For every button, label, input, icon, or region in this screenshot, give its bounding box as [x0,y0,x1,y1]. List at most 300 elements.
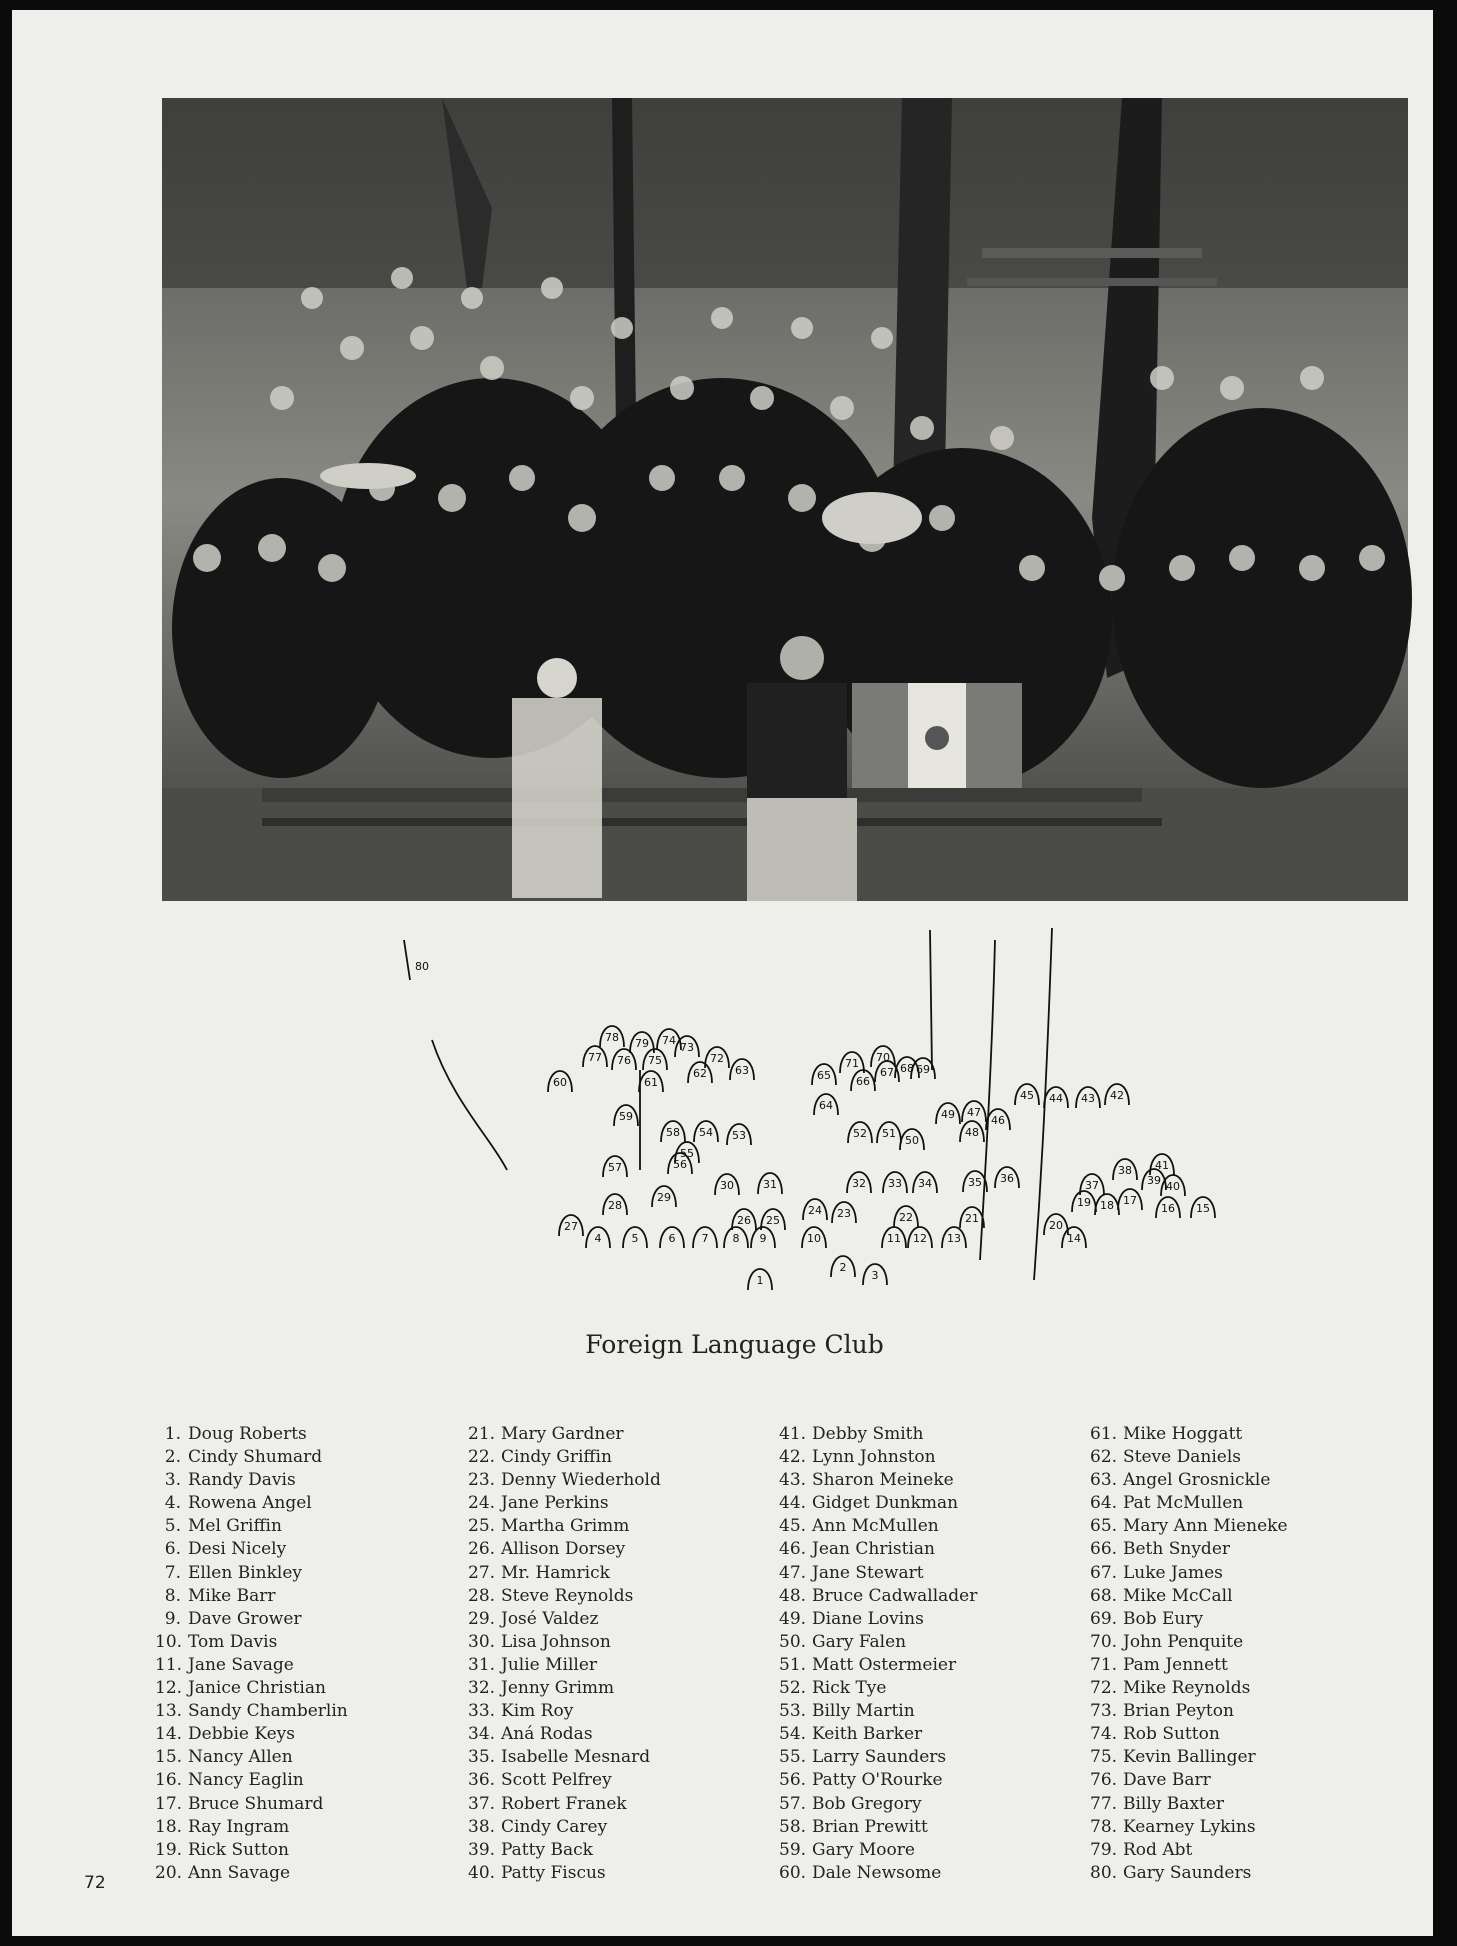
diagram-head [660,1227,684,1248]
member-number: 33. [468,1701,496,1722]
diagram-label: 24 [808,1204,822,1217]
member-name: Mel Griffin [188,1516,282,1537]
member-number: 2. [164,1447,181,1468]
member-number: 35. [468,1747,496,1768]
member-number: 3. [164,1470,181,1491]
diagram-label: 12 [913,1232,927,1245]
member-item [1090,1677,1288,1700]
member-name: Bob Eury [1123,1608,1204,1629]
diagram-label: 38 [1118,1164,1132,1177]
member-name: Billy Baxter [1123,1793,1225,1814]
member-name: Janice Christian [188,1678,326,1699]
member-number: 42. [779,1447,807,1468]
diagram-head [882,1227,906,1248]
member-number: 80. [1090,1862,1118,1883]
member-item [779,1631,977,1654]
diagram-label: 77 [588,1051,602,1064]
diagram-label: 33 [888,1177,902,1190]
member-number: 54. [779,1724,807,1745]
member-item [1090,1746,1288,1769]
member-item [468,1723,661,1746]
member-name: Patty Back [501,1839,593,1860]
member-name: Jenny Grimm [501,1678,615,1699]
member-number: 34. [468,1724,496,1745]
diagram-label: 37 [1085,1179,1099,1192]
diagram-label: 71 [845,1057,859,1070]
member-item [468,1631,661,1654]
member-item [468,1585,661,1608]
member-item [155,1515,348,1538]
member-name: Mary Gardner [501,1424,624,1444]
member-number: 6. [164,1539,181,1560]
group-photo [162,98,1408,901]
diagram-label: 68 [900,1062,914,1075]
diagram-head [1156,1197,1180,1218]
member-item [779,1793,977,1816]
member-number: 72. [1090,1678,1118,1699]
member-name: Sandy Chamberlin [188,1701,348,1722]
diagram-label: 54 [699,1126,713,1139]
member-name: Billy Martin [812,1701,915,1722]
member-name: Rowena Angel [188,1493,312,1514]
member-name: Ellen Binkley [188,1562,302,1583]
member-item [468,1538,661,1561]
diagram-label: 74 [662,1034,676,1047]
diagram-label: 63 [735,1064,749,1077]
member-name: John Penquite [1123,1631,1244,1652]
member-item [155,1700,348,1723]
member-name: Denny Wiederhold [501,1470,661,1491]
member-number: 67. [1090,1562,1118,1583]
diagram-head [730,1059,754,1080]
member-number: 19. [155,1839,183,1860]
member-item [779,1677,977,1700]
member-number: 21. [468,1424,496,1444]
member-number: 59. [779,1839,807,1860]
diagram-head [661,1121,685,1142]
diagram-label: 22 [899,1211,913,1224]
diagram-head [548,1071,572,1092]
member-number: 15. [155,1747,183,1768]
member-name: Desi Nicely [188,1539,287,1560]
diagram-label: 55 [680,1147,694,1160]
member-name: Patty Fiscus [501,1862,606,1883]
member-item [468,1700,661,1723]
member-number: 1. [164,1424,181,1444]
diagram-head [831,1256,855,1277]
diagram-head [724,1227,748,1248]
member-number: 28. [468,1585,496,1606]
member-number: 73. [1090,1701,1118,1722]
member-name: Isabelle Mesnard [501,1747,651,1768]
member-number: 75. [1090,1747,1118,1768]
diagram-label: 14 [1067,1232,1081,1245]
member-name: Cindy Carey [501,1816,608,1837]
member-item [468,1446,661,1469]
member-item [468,1469,661,1492]
member-item [155,1492,348,1515]
diagram-head [900,1129,924,1150]
member-name: Jane Stewart [812,1562,924,1583]
member-number: 36. [468,1770,496,1791]
diagram-label: 73 [680,1041,694,1054]
diagram-head [848,1122,872,1143]
member-item [779,1538,977,1561]
member-name: José Valdez [501,1608,599,1629]
member-name: Dave Grower [188,1608,302,1629]
diagram-label: 26 [737,1214,751,1227]
member-item [155,1654,348,1677]
member-number: 52. [779,1678,807,1699]
member-name: Steve Reynolds [501,1585,634,1606]
member-item [155,1469,348,1492]
diagram-label: 47 [967,1106,981,1119]
member-name: Larry Saunders [812,1747,947,1768]
diagram-label: 65 [817,1069,831,1082]
diagram-head [1076,1087,1100,1108]
member-item [155,1538,348,1561]
diagram-head [727,1124,751,1145]
member-item [779,1700,977,1723]
member-number: 61. [1090,1424,1118,1444]
member-number: 26. [468,1539,496,1560]
member-column-4 [1090,1423,1288,1885]
member-number: 24. [468,1493,496,1514]
diagram-head [960,1121,984,1142]
diagram-head [1044,1087,1068,1108]
member-item [155,1793,348,1816]
member-number: 55. [779,1747,807,1768]
member-name: Rick Tye [812,1678,887,1699]
diagram-head [883,1172,907,1193]
member-name: Bob Gregory [812,1793,922,1814]
diagram-head [1062,1227,1086,1248]
diagram-label: 78 [605,1031,619,1044]
page-title: Foreign Language Club [585,1330,884,1359]
member-number: 38. [468,1816,496,1837]
member-number: 60. [779,1862,807,1883]
diagram-label: 39 [1147,1174,1161,1187]
member-item [779,1746,977,1769]
diagram-head [851,1070,875,1091]
member-number: 62. [1090,1447,1118,1468]
diagram-label: 3 [871,1269,879,1282]
diagram-label: 76 [617,1054,631,1067]
diagram-label: 20 [1049,1219,1063,1232]
member-number: 4. [164,1493,181,1514]
diagram-heads [548,1026,1215,1290]
diagram-head [1113,1159,1137,1180]
member-item [1090,1700,1288,1723]
member-list [12,1423,1457,1883]
member-item [779,1769,977,1792]
member-name: Jean Christian [812,1539,935,1560]
diagram-label: 57 [608,1161,622,1174]
member-name: Debby Smith [812,1424,924,1444]
member-number: 8. [164,1585,181,1606]
member-name: Kearney Lykins [1123,1816,1256,1837]
member-item [779,1839,977,1862]
diagram-label: 32 [852,1177,866,1190]
member-name: Mary Ann Mieneke [1123,1516,1288,1537]
member-item [1090,1515,1288,1538]
member-number: 51. [779,1654,807,1675]
diagram-head [559,1215,583,1236]
diagram-label: 16 [1161,1202,1175,1215]
diagram-label: 8 [732,1232,740,1245]
member-name: Beth Snyder [1123,1539,1231,1560]
diagram-head [871,1046,895,1067]
member-name: Ann McMullen [812,1516,939,1537]
member-number: 68. [1090,1585,1118,1606]
member-name: Robert Franek [501,1793,627,1814]
member-item [1090,1769,1288,1792]
member-number: 45. [779,1516,807,1537]
member-item [155,1446,348,1469]
member-name: Gary Saunders [1123,1862,1252,1883]
member-number: 13. [155,1701,183,1722]
member-item [1090,1562,1288,1585]
member-number: 78. [1090,1816,1118,1837]
member-name: Jane Savage [188,1654,294,1675]
member-item [779,1446,977,1469]
diagram-label: 48 [965,1126,979,1139]
diagram-head [863,1264,887,1285]
diagram-head [612,1049,636,1070]
diagram-head [1191,1197,1215,1218]
member-number: 5. [164,1516,181,1537]
member-item [155,1723,348,1746]
page-number: 72 [84,1873,106,1893]
diagram-head [583,1046,607,1067]
diagram-label: 13 [947,1232,961,1245]
diagram-head [1072,1191,1096,1212]
member-column-2 [468,1423,661,1885]
diagram-label: 11 [887,1232,901,1245]
diagram-label: 67 [880,1066,894,1079]
member-name: Mike McCall [1123,1585,1233,1606]
member-number: 47. [779,1562,807,1583]
diagram-head [603,1156,627,1177]
diagram-label: 5 [631,1232,639,1245]
member-item [155,1816,348,1839]
diagram-label: 58 [666,1126,680,1139]
diagram-head [751,1227,775,1248]
member-name: Ray Ingram [188,1816,290,1837]
diagram-head [715,1174,739,1195]
diagram-head [652,1186,676,1207]
member-item [1090,1816,1288,1839]
member-item [468,1423,661,1446]
diagram-label: 9 [759,1232,767,1245]
diagram-head [586,1227,610,1248]
member-name: Martha Grimm [501,1516,630,1537]
member-name: Mike Barr [188,1585,276,1606]
yearbook-page [12,10,1433,1936]
member-number: 65. [1090,1516,1118,1537]
member-number: 44. [779,1493,807,1514]
diagram-head [913,1172,937,1193]
member-column-1 [155,1423,348,1885]
diagram-label: 6 [668,1232,676,1245]
diagram-label: 62 [693,1067,707,1080]
diagram-label: 52 [853,1127,867,1140]
diagram-head [1044,1214,1068,1235]
diagram-label: 19 [1077,1196,1091,1209]
member-item [468,1816,661,1839]
member-number: 48. [779,1585,807,1606]
member-item [1090,1862,1288,1885]
diagram-head [688,1062,712,1083]
member-number: 11. [155,1654,183,1675]
diagram-head [1015,1084,1039,1105]
member-item [1090,1793,1288,1816]
member-name: Scott Pelfrey [501,1770,612,1791]
diagram-head [986,1109,1010,1130]
diagram-head [748,1269,772,1290]
member-name: Luke James [1123,1562,1223,1583]
member-number: 70. [1090,1631,1118,1652]
diagram-label: 23 [837,1207,851,1220]
member-number: 63. [1090,1470,1118,1491]
member-number: 49. [779,1608,807,1629]
diagram-head [639,1071,663,1092]
diagram-head [995,1167,1019,1188]
member-item [155,1631,348,1654]
member-number: 41. [779,1424,807,1444]
diagram-label: 64 [819,1099,833,1112]
member-number: 20. [155,1862,183,1883]
member-item [468,1839,661,1862]
diagram-head [814,1094,838,1115]
member-name: Brian Prewitt [812,1816,928,1837]
member-item [1090,1608,1288,1631]
diagram-svg [415,940,1232,1300]
member-name: Patty O'Rourke [812,1770,943,1791]
member-name: Keith Barker [812,1724,923,1745]
diagram-head [694,1121,718,1142]
member-name: Bruce Cadwallader [812,1585,978,1606]
member-item [1090,1839,1288,1862]
diagram-label: 15 [1196,1202,1210,1215]
member-number: 53. [779,1701,807,1722]
diagram-label: 35 [968,1176,982,1189]
diagram-label: 50 [905,1134,919,1147]
member-number: 27. [468,1562,496,1583]
diagram-label: 17 [1123,1194,1137,1207]
member-item [779,1423,977,1446]
member-number: 79. [1090,1839,1118,1860]
member-item [155,1746,348,1769]
diagram-label: 29 [657,1191,671,1204]
diagram-label: 2 [839,1261,847,1274]
diagram-head [614,1105,638,1126]
member-item [155,1423,348,1446]
diagram-label: 30 [720,1179,734,1192]
member-item [779,1585,977,1608]
member-name: Angel Grosnickle [1123,1470,1271,1491]
group-photo-illustration [162,98,1408,901]
member-name: Mike Reynolds [1123,1678,1251,1699]
member-number: 22. [468,1447,496,1468]
member-number: 30. [468,1631,496,1652]
member-name: Lynn Johnston [812,1447,936,1468]
member-item [1090,1654,1288,1677]
diagram-label: 1 [756,1274,764,1287]
diagram-label: 60 [553,1076,567,1089]
diagram-head [657,1029,681,1050]
member-item [468,1793,661,1816]
member-name: Nancy Allen [188,1747,293,1768]
member-number: 57. [779,1793,807,1814]
diagram-head [693,1227,717,1248]
member-number: 71. [1090,1654,1118,1675]
member-name: Rick Sutton [188,1839,289,1860]
member-item [468,1862,661,1885]
member-item [468,1562,661,1585]
member-item [155,1862,348,1885]
diagram-label-80: 80 [415,960,429,973]
member-item [155,1562,348,1585]
member-item [779,1816,977,1839]
member-number: 69. [1090,1608,1118,1629]
member-name: Allison Dorsey [501,1539,626,1560]
diagram-label: 44 [1049,1092,1063,1105]
member-item [779,1469,977,1492]
member-name: Steve Daniels [1123,1447,1241,1468]
diagram-label: 34 [918,1177,932,1190]
member-number: 46. [779,1539,807,1560]
diagram-label: 59 [619,1110,633,1123]
member-name: Aná Rodas [501,1724,593,1745]
diagram-head [1105,1084,1129,1105]
member-number: 66. [1090,1539,1118,1560]
member-item [1090,1585,1288,1608]
member-item [779,1562,977,1585]
member-name: Diane Lovins [812,1608,924,1629]
identification-diagram [415,940,1232,1300]
member-number: 77. [1090,1793,1118,1814]
diagram-head [960,1207,984,1228]
member-item [468,1677,661,1700]
diagram-label: 43 [1081,1092,1095,1105]
member-name: Debbie Keys [188,1724,295,1745]
diagram-label: 72 [710,1052,724,1065]
member-item [779,1492,977,1515]
member-item [468,1515,661,1538]
diagram-label: 31 [763,1178,777,1191]
member-item [1090,1723,1288,1746]
diagram-head [758,1173,782,1194]
member-column-3 [779,1423,977,1885]
member-number: 16. [155,1770,183,1791]
member-number: 9. [164,1608,181,1629]
diagram-label: 61 [644,1076,658,1089]
diagram-label: 28 [608,1199,622,1212]
diagram-label: 42 [1110,1089,1124,1102]
member-item [779,1654,977,1677]
member-item [1090,1423,1288,1446]
member-name: Lisa Johnson [501,1631,611,1652]
member-number: 56. [779,1770,807,1791]
member-name: Jane Perkins [501,1493,609,1514]
diagram-label: 10 [807,1232,821,1245]
member-number: 17. [155,1793,183,1814]
member-item [1090,1446,1288,1469]
diagram-head [877,1122,901,1143]
diagram-label: 66 [856,1075,870,1088]
diagram-label: 4 [594,1232,602,1245]
